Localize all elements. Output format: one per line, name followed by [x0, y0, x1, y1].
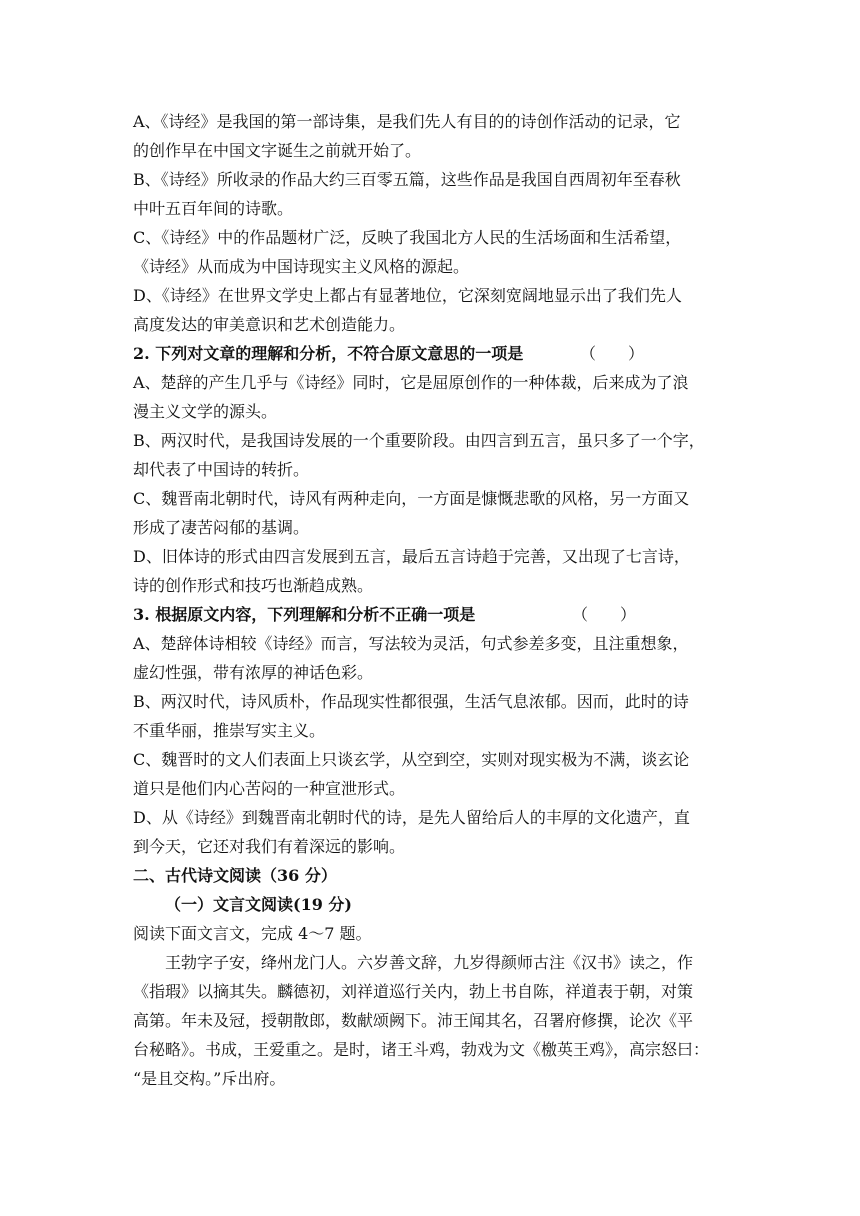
- q2-option-c-line1: C、魏晋南北朝时代，诗风有两种走向，一方面是慷慨悲歌的风格，另一方面又: [133, 489, 690, 508]
- q1-option-d-line2: 高度发达的审美意识和艺术创造能力。: [133, 315, 406, 334]
- q3-answer-paren: （ ）: [572, 605, 637, 624]
- q2-option-d-line2: 诗的创作形式和技巧也渐趋成熟。: [133, 576, 374, 595]
- q1-option-a-line2: 的创作早在中国文字诞生之前就开始了。: [133, 141, 422, 160]
- q3-option-c-line1: C、魏晋时的文人们表面上只谈玄学，从空到空，实则对现实极为不满，谈玄论: [133, 750, 690, 769]
- q2-option-b-line1: B、两汉时代，是我国诗发展的一个重要阶段。由四言到五言，虽只多了一个字，: [133, 431, 705, 450]
- q2-option-a-line2: 漫主义文学的源头。: [133, 402, 278, 421]
- q1-option-d-line1: D、《诗经》在世界文学史上都占有显著地位，它深刻宽阔地显示出了我们先人: [133, 286, 682, 305]
- q2-option-b-line2: 却代表了中国诗的转折。: [133, 460, 310, 479]
- q3-option-d-line2: 到今天，它还对我们有着深远的影响。: [133, 837, 406, 856]
- passage-line-3: 高第。年未及冠，授朝散郎，数献颂阙下。沛王闻其名，召署府修撰，论次《平: [133, 1011, 694, 1030]
- q1-option-c-line1: C、《诗经》中的作品题材广泛，反映了我国北方人民的生活场面和生活希望，: [133, 228, 682, 247]
- q3-stem: 3. 根据原文内容，下列理解和分析不正确一项是: [133, 605, 476, 624]
- q3-option-b-line1: B、两汉时代，诗风质朴，作品现实性都很强，生活气息浓郁。因而，此时的诗: [133, 692, 689, 711]
- q2-stem: 2. 下列对文章的理解和分析，不符合原文意思的一项是: [133, 344, 524, 363]
- q3-option-a-line1: A、楚辞体诗相较《诗经》而言，写法较为灵活，句式参差多变，且注重想象，: [133, 634, 689, 653]
- subsection-heading: （一）文言文阅读(19 分): [165, 895, 352, 914]
- reading-instruction: 阅读下面文言文，完成 4～7 题。: [133, 924, 372, 943]
- q3-option-b-line2: 不重华丽，推崇写实主义。: [133, 721, 326, 740]
- q2-answer-paren: （ ）: [580, 344, 645, 363]
- q1-option-b-line1: B、《诗经》所收录的作品大约三百零五篇，这些作品是我国自西周初年至春秋: [133, 170, 681, 189]
- passage-line-4: 台秘略》。书成，王爱重之。是时，诸王斗鸡，勃戏为文《檄英王鸡》，高宗怒曰：: [133, 1040, 710, 1059]
- passage-line-2: 《指瑕》以摘其失。麟德初，刘祥道巡行关内，勃上书自陈，祥道表于朝，对策: [133, 982, 694, 1001]
- q3-option-d-line1: D、从《诗经》到魏晋南北朝时代的诗，是先人留给后人的丰厚的文化遗产，直: [133, 808, 690, 827]
- q1-option-b-line2: 中叶五百年间的诗歌。: [133, 199, 294, 218]
- q3-option-c-line2: 道只是他们内心苦闷的一种宣泄形式。: [133, 779, 406, 798]
- q2-option-c-line2: 形成了凄苦闷郁的基调。: [133, 518, 310, 537]
- q1-option-c-line2: 《诗经》从而成为中国诗现实主义风格的源起。: [133, 257, 470, 276]
- q3-option-a-line2: 虚幻性强，带有浓厚的神话色彩。: [133, 663, 374, 682]
- passage-line-1: 王勃字子安，绛州龙门人。六岁善文辞，九岁得颜师古注《汉书》读之，作: [165, 953, 694, 972]
- q1-option-a-line1: A、《诗经》是我国的第一部诗集，是我们先人有目的的诗创作活动的记录，它: [133, 112, 681, 131]
- q2-option-a-line1: A、楚辞的产生几乎与《诗经》同时，它是屈原创作的一种体裁，后来成为了浪: [133, 373, 689, 392]
- section-heading: 二、古代诗文阅读（36 分）: [133, 866, 337, 885]
- q2-option-d-line1: D、旧体诗的形式由四言发展到五言，最后五言诗趋于完善，又出现了七言诗，: [133, 547, 690, 566]
- passage-line-5: “是且交构。”斥出府。: [133, 1069, 286, 1088]
